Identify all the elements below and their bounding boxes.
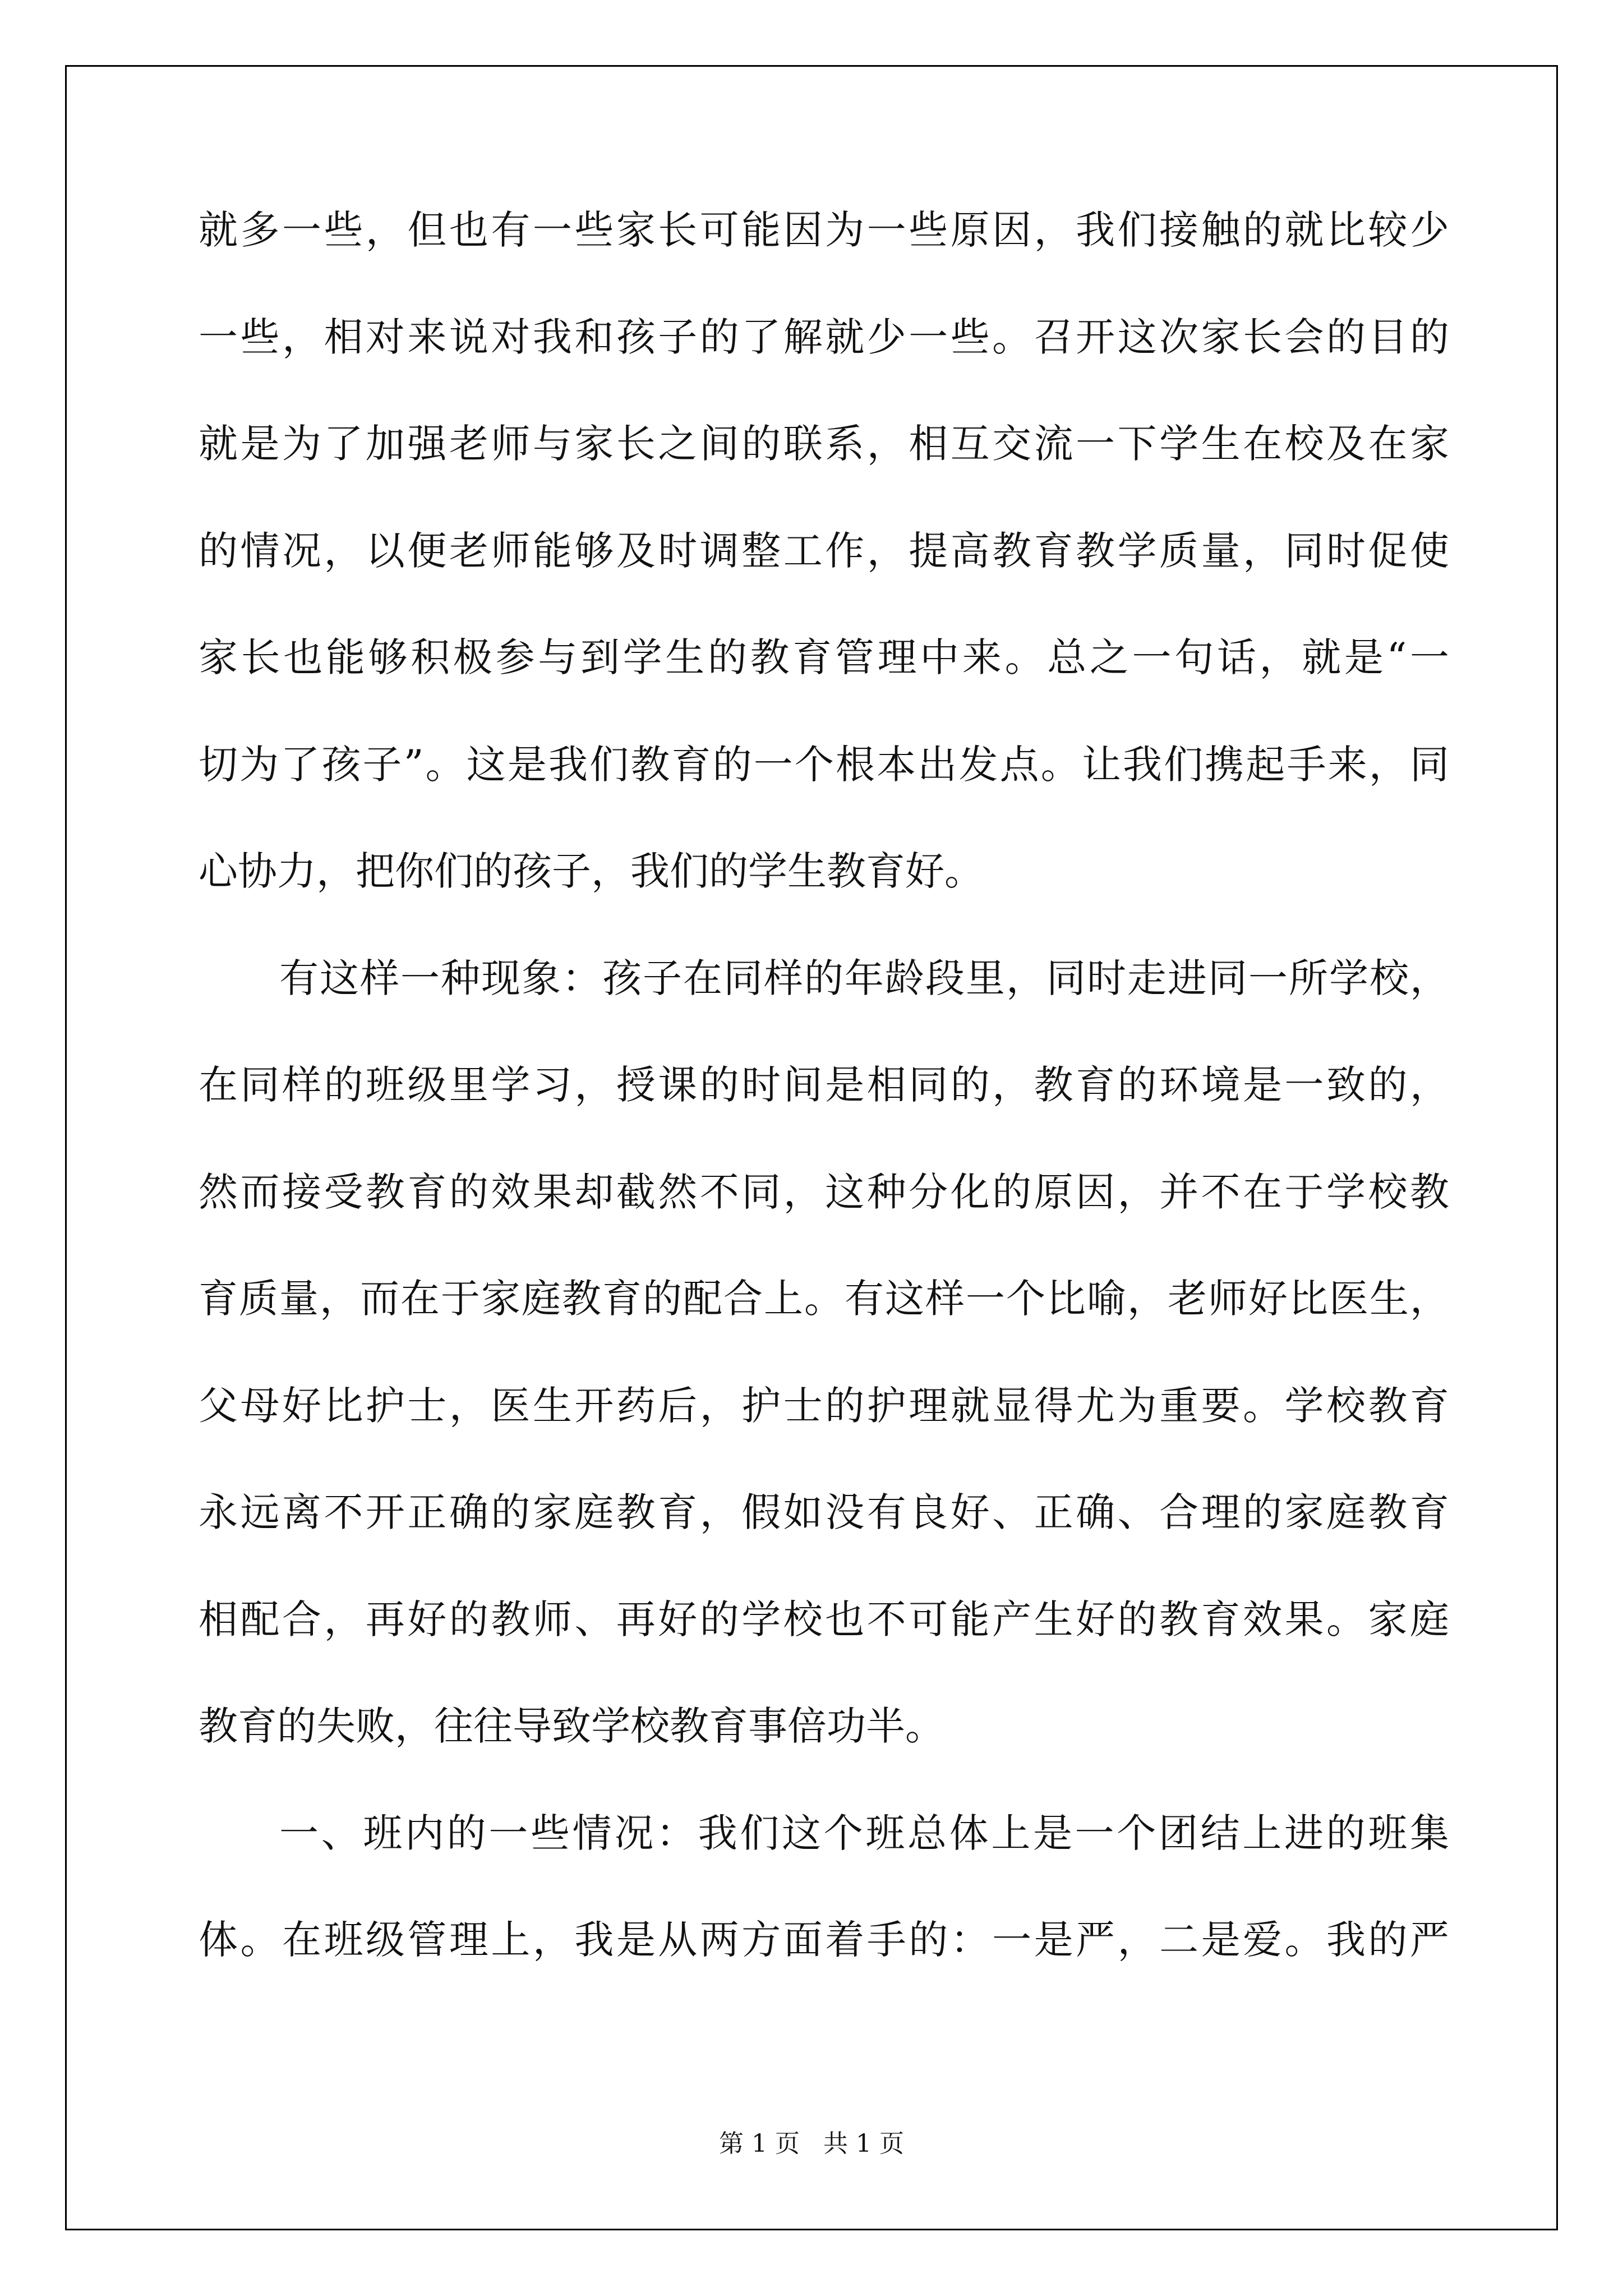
page-number: 第 1 页	[719, 2129, 800, 2158]
text-line: 在同样的班级里学习，授课的时间是相同的，教育的环境是一致的，	[199, 1062, 1449, 1108]
text-line: 父母好比护士，医生开药后，护士的护理就显得尤为重要。学校教育	[199, 1382, 1449, 1429]
text-line: 就是为了加强老师与家长之间的联系，相互交流一下学生在校及在家	[199, 421, 1449, 467]
text-line: 育质量，而在于家庭教育的配合上。有这样一个比喻，老师好比医生，	[199, 1276, 1449, 1322]
text-line: 体。在班级管理上，我是从两方面着手的：一是严，二是爱。我的严	[199, 1917, 1449, 1963]
text-line: 家长也能够积极参与到学生的教育管理中来。总之一句话，就是“一	[199, 634, 1449, 680]
text-line: 的情况，以便老师能够及时调整工作，提高教育教学质量，同时促使	[199, 527, 1449, 574]
text-line: 一、班内的一些情况：我们这个班总体上是一个团结上进的班集	[279, 1810, 1449, 1856]
document-body	[199, 207, 1449, 2027]
page-footer	[0, 2130, 1623, 2158]
text-line: 就多一些，但也有一些家长可能因为一些原因，我们接触的就比较少	[199, 207, 1449, 253]
text-line: 然而接受教育的效果却截然不同，这种分化的原因，并不在于学校教	[199, 1168, 1449, 1215]
page-total: 共 1 页	[823, 2129, 904, 2158]
text-line: 一些，相对来说对我和孩子的了解就少一些。召开这次家长会的目的	[199, 314, 1449, 360]
text-line: 心协力，把你们的孩子，我们的学生教育好。	[199, 848, 984, 894]
text-line: 永远离不开正确的家庭教育，假如没有良好、正确、合理的家庭教育	[199, 1489, 1449, 1535]
text-line: 切为了孩子”。这是我们教育的一个根本出发点。让我们携起手来，同	[199, 741, 1449, 788]
text-line: 教育的失败，往往导致学校教育事倍功半。	[199, 1703, 944, 1749]
text-line: 相配合，再好的教师、再好的学校也不可能产生好的教育效果。家庭	[199, 1596, 1449, 1642]
text-line: 有这样一种现象：孩子在同样的年龄段里，同时走进同一所学校，	[279, 955, 1449, 1001]
